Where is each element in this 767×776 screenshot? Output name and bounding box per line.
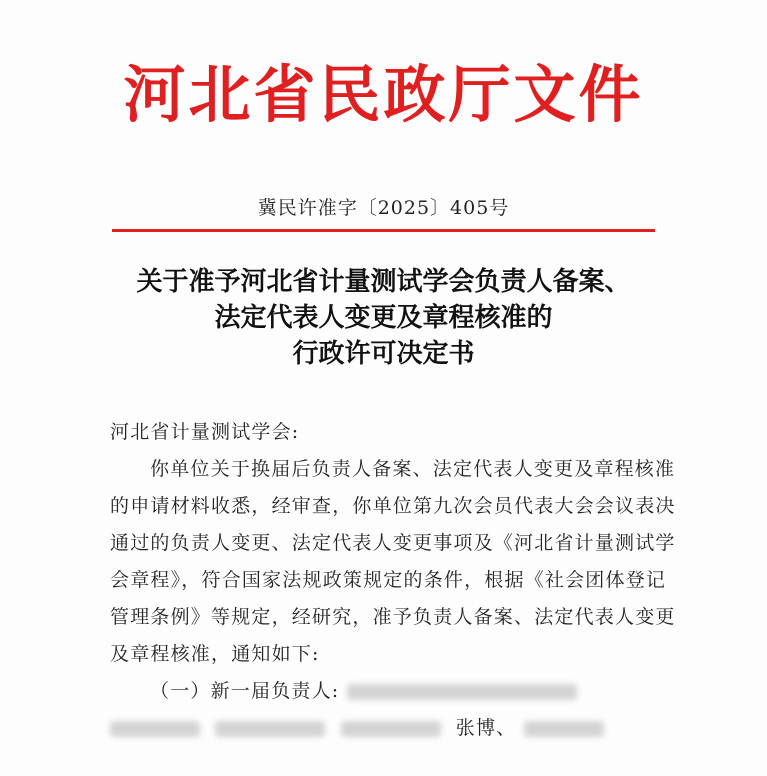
body-line-2: 的申请材料收悉，经审查，你单位第九次会员代表大会会议表决 bbox=[110, 495, 676, 517]
redacted-names bbox=[347, 684, 577, 700]
document-title bbox=[0, 264, 767, 372]
body-line-4: 会章程》，符合国家法规政策规定的条件，根据《社会团体登记 bbox=[110, 569, 667, 591]
body-line-5: 管理条例》等规定，经研究，准予负责人备案、法定代表人变更 bbox=[110, 606, 676, 628]
visible-name: 张博、 bbox=[455, 717, 517, 739]
title-line-1: 关于准予河北省计量测试学会负责人备案、 bbox=[136, 267, 631, 297]
redacted-name bbox=[215, 721, 325, 737]
addressee: 河北省计量测试学会: bbox=[110, 421, 300, 443]
red-divider bbox=[112, 229, 655, 232]
title-line-3: 行政许可决定书 bbox=[292, 339, 475, 369]
redacted-name bbox=[341, 721, 441, 737]
item-one-line bbox=[110, 673, 670, 710]
title-line-2: 法定代表人变更及章程核准的 bbox=[214, 303, 553, 333]
names-line bbox=[110, 710, 670, 747]
body-line-3: 通过的负责人变更、法定代表人变更事项及《河北省计量测试学 bbox=[110, 532, 676, 554]
document-body bbox=[110, 414, 676, 747]
body-line-1: 你单位关于换届后负责人备案、法定代表人变更及章程核准 bbox=[150, 458, 676, 480]
redacted-name bbox=[524, 721, 604, 737]
document-masthead: 河北省民政厅文件 bbox=[123, 58, 644, 131]
redacted-name bbox=[110, 721, 200, 737]
item-label: （一）新一届负责人: bbox=[150, 680, 340, 702]
document-number: 冀民许准字〔2025〕405号 bbox=[257, 197, 510, 219]
body-line-6: 及章程核准，通知如下: bbox=[110, 643, 320, 665]
